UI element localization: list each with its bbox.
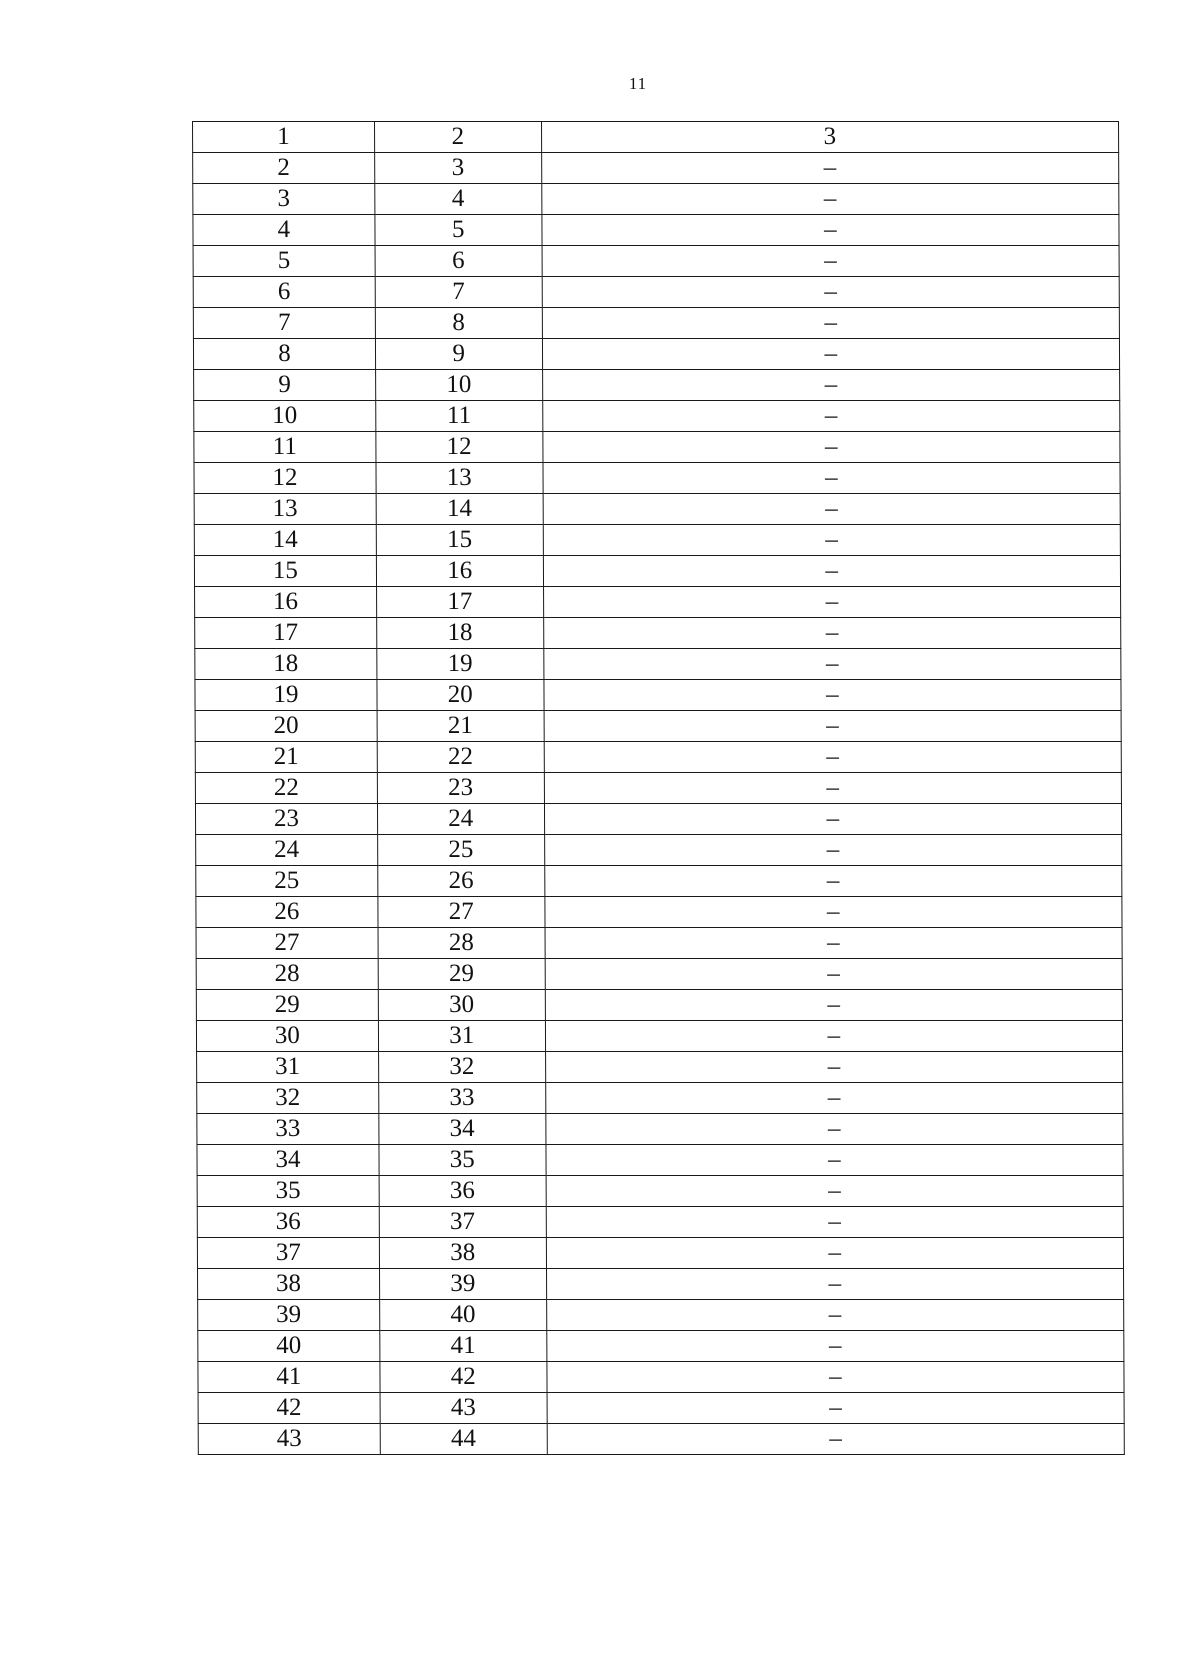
table-row <box>194 370 1120 401</box>
table-cell-col2: 29 <box>378 959 545 990</box>
table-row <box>196 835 1122 866</box>
table-cell-col1: 20 <box>195 711 377 742</box>
table-cell-col2: 37 <box>379 1207 546 1238</box>
table-cell-col3: – <box>545 1021 1122 1052</box>
table-row <box>195 711 1121 742</box>
table-cell-col2: 38 <box>379 1238 546 1269</box>
table-cell-col2: 25 <box>377 835 544 866</box>
table-cell-col1: 17 <box>195 618 377 649</box>
table-cell-col3: – <box>544 804 1121 835</box>
table-cell-col2: 39 <box>379 1269 546 1300</box>
table-cell-col1: 28 <box>196 959 378 990</box>
table-cell-col2: 21 <box>377 711 544 742</box>
table-cell-col1: 18 <box>195 649 377 680</box>
table-cell-col1: 42 <box>198 1393 380 1424</box>
data-table <box>192 121 1125 1455</box>
table-row <box>197 1083 1123 1114</box>
table-cell-col1: 30 <box>196 1021 378 1052</box>
table-cell-col3: – <box>541 153 1118 184</box>
table-cell-col1: 19 <box>195 680 377 711</box>
table-cell-col3: – <box>543 525 1120 556</box>
table-row <box>195 618 1121 649</box>
table-cell-col3: – <box>545 959 1122 990</box>
table-row <box>198 1424 1124 1455</box>
table-cell-col1: 13 <box>194 494 376 525</box>
table-cell-col3: – <box>546 1145 1123 1176</box>
page-number: 11 <box>628 74 648 93</box>
table-cell-col3: – <box>544 866 1121 897</box>
table-cell-col2: 19 <box>377 649 544 680</box>
table-cell-col2: 40 <box>379 1300 546 1331</box>
table-cell-col1: 40 <box>198 1331 380 1362</box>
table-cell-col3: – <box>546 1331 1123 1362</box>
table-cell-col1: 5 <box>193 246 375 277</box>
table-cell-col1: 16 <box>195 587 377 618</box>
table-row <box>197 1176 1123 1207</box>
table-cell-col1: 38 <box>198 1269 380 1300</box>
table-row <box>196 1021 1122 1052</box>
table-row <box>194 525 1120 556</box>
table-row <box>193 184 1119 215</box>
table-cell-col1: 10 <box>194 401 376 432</box>
table-cell-col1: 3 <box>193 184 375 215</box>
table-cell-col3: – <box>545 990 1122 1021</box>
table-row <box>198 1269 1124 1300</box>
table-cell-col2: 22 <box>377 742 544 773</box>
table-cell-col2: 3 <box>374 153 541 184</box>
table-cell-col1: 32 <box>197 1083 379 1114</box>
table-cell-col2: 9 <box>375 339 542 370</box>
table-cell-col3: – <box>543 494 1120 525</box>
table-row <box>197 1238 1123 1269</box>
table-row <box>194 432 1120 463</box>
table-row <box>198 1393 1124 1424</box>
table-cell-col2: 20 <box>377 680 544 711</box>
table-cell-col2: 26 <box>378 866 545 897</box>
table-cell-col1: 43 <box>198 1424 380 1455</box>
table-cell-col1: 25 <box>196 866 378 897</box>
table-cell-col3: – <box>547 1393 1124 1424</box>
table-cell-col1: 2 <box>193 153 375 184</box>
table-cell-col2: 2 <box>374 122 541 153</box>
table-cell-col2: 10 <box>375 370 542 401</box>
table-cell-col1: 1 <box>193 122 375 153</box>
table-cell-col2: 18 <box>376 618 543 649</box>
table-row <box>193 277 1119 308</box>
table-cell-col1: 6 <box>193 277 375 308</box>
table-cell-col1: 22 <box>195 773 377 804</box>
table-row <box>193 308 1119 339</box>
table-cell-col2: 44 <box>380 1424 547 1455</box>
table-row <box>196 897 1122 928</box>
table-row <box>195 680 1121 711</box>
table-cell-col2: 23 <box>377 773 544 804</box>
table-cell-col2: 17 <box>376 587 543 618</box>
table-cell-col1: 33 <box>197 1114 379 1145</box>
table-row <box>195 804 1121 835</box>
table-cell-col3: – <box>542 277 1119 308</box>
table-cell-col2: 33 <box>379 1083 546 1114</box>
table-cell-col3: – <box>543 587 1120 618</box>
table-cell-col3: – <box>546 1269 1123 1300</box>
table-cell-col3: – <box>544 711 1121 742</box>
table-cell-col1: 11 <box>194 432 376 463</box>
table-cell-col3: – <box>547 1424 1124 1455</box>
table-cell-col2: 30 <box>378 990 545 1021</box>
table-row <box>193 339 1119 370</box>
table-cell-col3: – <box>544 680 1121 711</box>
table-cell-col2: 32 <box>378 1052 545 1083</box>
table-cell-col2: 13 <box>376 463 543 494</box>
table-cell-col3: – <box>546 1238 1123 1269</box>
table-cell-col1: 29 <box>196 990 378 1021</box>
table-cell-col2: 28 <box>378 928 545 959</box>
table-row <box>198 1300 1124 1331</box>
table-row <box>198 1331 1124 1362</box>
table-cell-col2: 14 <box>376 494 543 525</box>
table-cell-col3: – <box>545 1052 1122 1083</box>
table-cell-col2: 35 <box>379 1145 546 1176</box>
table-cell-col1: 7 <box>193 308 375 339</box>
table-cell-col3: – <box>546 1207 1123 1238</box>
table-cell-col2: 5 <box>375 215 542 246</box>
table-cell-col3: – <box>542 339 1119 370</box>
table-row <box>193 153 1119 184</box>
table-cell-col2: 7 <box>375 277 542 308</box>
table-cell-col2: 36 <box>379 1176 546 1207</box>
table-cell-col2: 8 <box>375 308 542 339</box>
table-cell-col3: – <box>545 897 1122 928</box>
table-cell-col3: – <box>542 370 1119 401</box>
table-cell-col3: – <box>545 1083 1122 1114</box>
table-row <box>194 494 1120 525</box>
table-cell-col1: 21 <box>195 742 377 773</box>
table-cell-col2: 12 <box>376 432 543 463</box>
table-row <box>198 1362 1124 1393</box>
table-body <box>193 122 1125 1455</box>
table-cell-col3: – <box>542 308 1119 339</box>
table-cell-col1: 24 <box>196 835 378 866</box>
table-cell-col3: – <box>544 835 1121 866</box>
table-cell-col1: 41 <box>198 1362 380 1393</box>
table-cell-col3: 3 <box>541 122 1118 153</box>
table-row <box>196 990 1122 1021</box>
table-cell-col1: 8 <box>193 339 375 370</box>
table-cell-col3: – <box>543 463 1120 494</box>
table-cell-col3: – <box>542 432 1119 463</box>
table-row <box>193 122 1119 153</box>
table-row <box>195 773 1121 804</box>
table-cell-col3: – <box>542 246 1119 277</box>
table-cell-col1: 31 <box>197 1052 379 1083</box>
table-cell-col2: 11 <box>376 401 543 432</box>
table-row <box>194 401 1120 432</box>
table-cell-col3: – <box>543 618 1120 649</box>
table-cell-col1: 39 <box>198 1300 380 1331</box>
table-cell-col3: – <box>544 742 1121 773</box>
table-row <box>196 928 1122 959</box>
table-cell-col1: 23 <box>195 804 377 835</box>
table-cell-col2: 15 <box>376 525 543 556</box>
table-cell-col2: 27 <box>378 897 545 928</box>
table-cell-col3: – <box>541 184 1118 215</box>
table-cell-col3: – <box>546 1176 1123 1207</box>
table-cell-col1: 12 <box>194 463 376 494</box>
table-cell-col1: 15 <box>194 556 376 587</box>
table-row <box>197 1207 1123 1238</box>
table-row <box>195 742 1121 773</box>
table-row <box>193 246 1119 277</box>
table-cell-col2: 24 <box>377 804 544 835</box>
table-cell-col3: – <box>543 649 1120 680</box>
table-row <box>194 463 1120 494</box>
table-cell-col2: 4 <box>375 184 542 215</box>
table-cell-col3: – <box>545 1114 1122 1145</box>
table-cell-col3: – <box>547 1362 1124 1393</box>
table-cell-col1: 26 <box>196 897 378 928</box>
table-cell-col3: – <box>543 556 1120 587</box>
table-cell-col2: 31 <box>378 1021 545 1052</box>
table-cell-col1: 36 <box>197 1207 379 1238</box>
table-cell-col1: 9 <box>194 370 376 401</box>
table-cell-col3: – <box>545 928 1122 959</box>
table-cell-col3: – <box>542 401 1119 432</box>
table-cell-col1: 14 <box>194 525 376 556</box>
table-cell-col2: 16 <box>376 556 543 587</box>
table-cell-col1: 37 <box>197 1238 379 1269</box>
table-row <box>194 556 1120 587</box>
table-row <box>196 959 1122 990</box>
table-row <box>197 1052 1123 1083</box>
table-cell-col1: 27 <box>196 928 378 959</box>
table-row <box>196 866 1122 897</box>
table-cell-col2: 41 <box>380 1331 547 1362</box>
table-cell-col3: – <box>544 773 1121 804</box>
table-row <box>195 649 1121 680</box>
table-row <box>193 215 1119 246</box>
table-row <box>195 587 1121 618</box>
table-row <box>197 1114 1123 1145</box>
table-cell-col1: 35 <box>197 1176 379 1207</box>
table-cell-col3: – <box>542 215 1119 246</box>
table-cell-col1: 4 <box>193 215 375 246</box>
table-row <box>197 1145 1123 1176</box>
table-cell-col2: 42 <box>380 1362 547 1393</box>
table-cell-col1: 34 <box>197 1145 379 1176</box>
table-cell-col2: 43 <box>380 1393 547 1424</box>
table-cell-col2: 34 <box>379 1114 546 1145</box>
table-cell-col3: – <box>546 1300 1123 1331</box>
table-cell-col2: 6 <box>375 246 542 277</box>
